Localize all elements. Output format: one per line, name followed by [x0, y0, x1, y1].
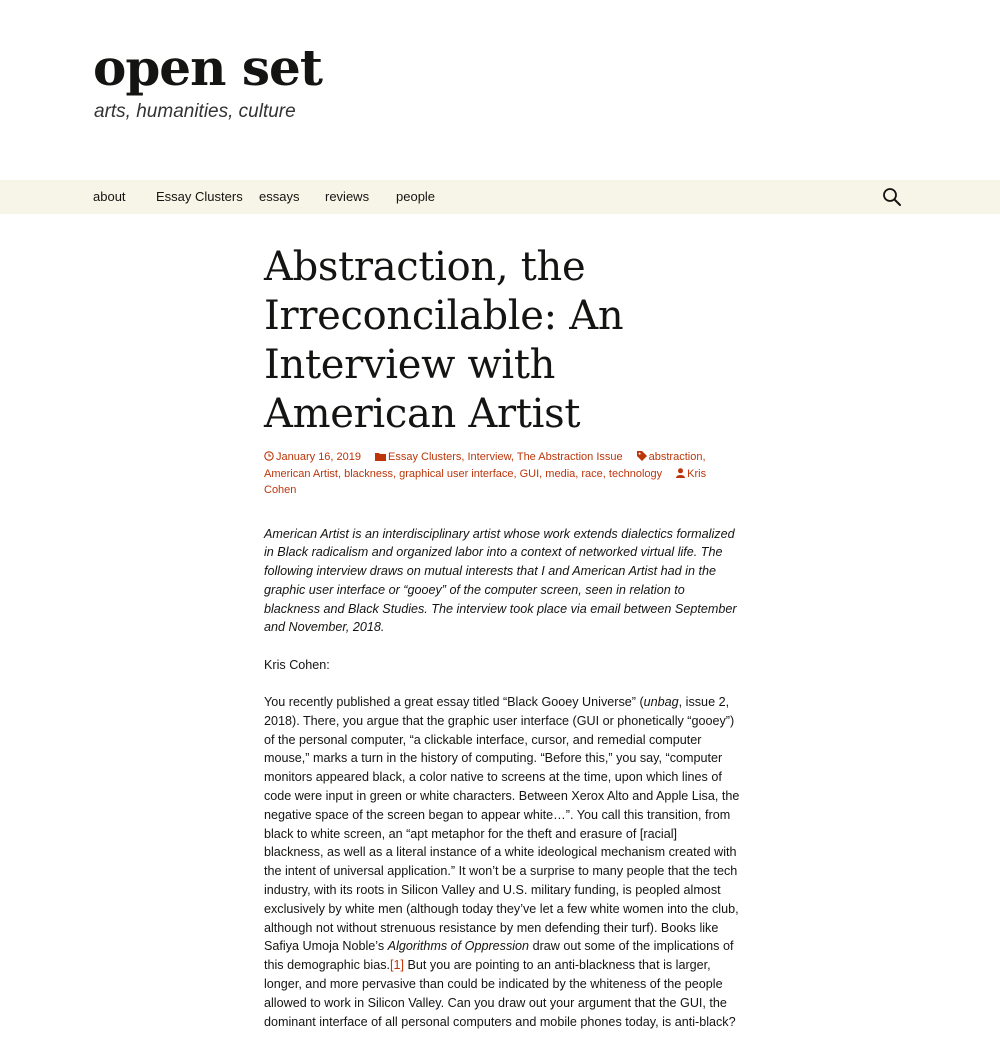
search-icon[interactable] — [882, 187, 902, 207]
category-link[interactable]: The Abstraction Issue — [516, 451, 623, 463]
nav-item-about[interactable]: about — [93, 189, 126, 204]
folder-icon — [375, 452, 386, 461]
tag-link[interactable]: GUI — [519, 467, 540, 480]
question-paragraph: You recently published a great essay titled “Black Gooey Universe” (unbag, issue 2, 2018). There, you argue that the graphic user interface (GUI or phonetically “gooey”) of the personal computer, “a clickable interface, cursor, and remedial computer mouse,” marks a turn in the history of computing. “Before this,” you say, “computer monitors appeared black, a color native to screens at the time, upon which lines of code were input in green or white characters. Between Xerox Alto and Apple Lisa, the negative space of the screen began to appear white…”. You call this transition, from black to white screen, an “apt metaphor for the theft and erasure of [racial] blackness, as well as a literal instance of a white ideological mechanism created with the intent of universal application.” It won’t be a surprise to many people that the tech industry, with its roots in Silicon Valley and U.S. military funding, is peopled almost exclusively by white men (although today they’ve let a few white women into the club, although not without strenuous resistance by men defending their turf). Books like Safiya Umoja Noble’s Algorithms of Oppression draw out some of the implications of this demographic bias.[1] But you are pointing to an anti-blackness that is larger, longer, and more pervasive than could be indicated by the whiteness of the people allowed to work in Silicon Valley. Can you draw out your argument that the GUI, the dominant interface of all personal computers and mobile phones today, is anti-black? — [264, 695, 740, 1029]
nav-item-essay-clusters[interactable]: Essay Clusters — [156, 189, 243, 204]
nav-item-people[interactable]: people — [396, 189, 436, 204]
intro-paragraph: American Artist is an interdisciplinary artist whose work extends dialectics formalized in Black radicalism and organized labor into a context of networked virtual life. The following interview draws on mutual interests that I and American Artist had in the graphic user interface or “gooey” of the computer screen, seen in relation to blackness and Black Studies. The interview took place via email between September and November, 2018. — [264, 526, 737, 635]
tag-icon — [637, 451, 647, 461]
main-navigation — [0, 180, 1000, 214]
tag-link[interactable]: technology — [608, 467, 663, 480]
clock-icon — [264, 451, 274, 461]
post-date-link[interactable] — [264, 451, 361, 463]
article-title: Abstraction, the Irreconcilable: An Interview with American Artist — [264, 244, 624, 437]
tag-link[interactable]: American Artist — [264, 467, 338, 480]
site-title[interactable]: open set — [93, 38, 322, 97]
user-icon — [676, 468, 685, 478]
article-content — [264, 525, 740, 1032]
site-header — [0, 0, 1000, 180]
tags: abstraction, American Artist, blackness, graphical user interface, GUI, media, race, technology — [264, 451, 706, 480]
nav-item-essays[interactable]: essays — [259, 189, 300, 204]
category-link[interactable]: Essay Clusters — [388, 451, 462, 463]
categories: Essay Clusters, Interview, The Abstraction Issue — [375, 451, 623, 463]
tag-link[interactable]: graphical user interface — [399, 467, 514, 480]
speaker-label: Kris Cohen: — [264, 657, 330, 672]
category-link[interactable]: Interview — [467, 451, 511, 463]
article — [264, 243, 740, 1050]
tag-link[interactable]: blackness — [344, 467, 394, 480]
tag-link[interactable]: race — [581, 467, 603, 480]
tag-link[interactable]: abstraction — [648, 451, 703, 463]
tag-link[interactable]: media — [545, 467, 576, 480]
author-name: Kris Cohen — [264, 467, 707, 496]
nav-item-reviews[interactable]: reviews — [325, 189, 370, 204]
footnote-link[interactable]: [1] — [390, 958, 405, 973]
site-tagline: arts, humanities, culture — [94, 101, 296, 122]
post-date: January 16, 2019 — [276, 451, 362, 463]
article-meta — [264, 449, 740, 499]
